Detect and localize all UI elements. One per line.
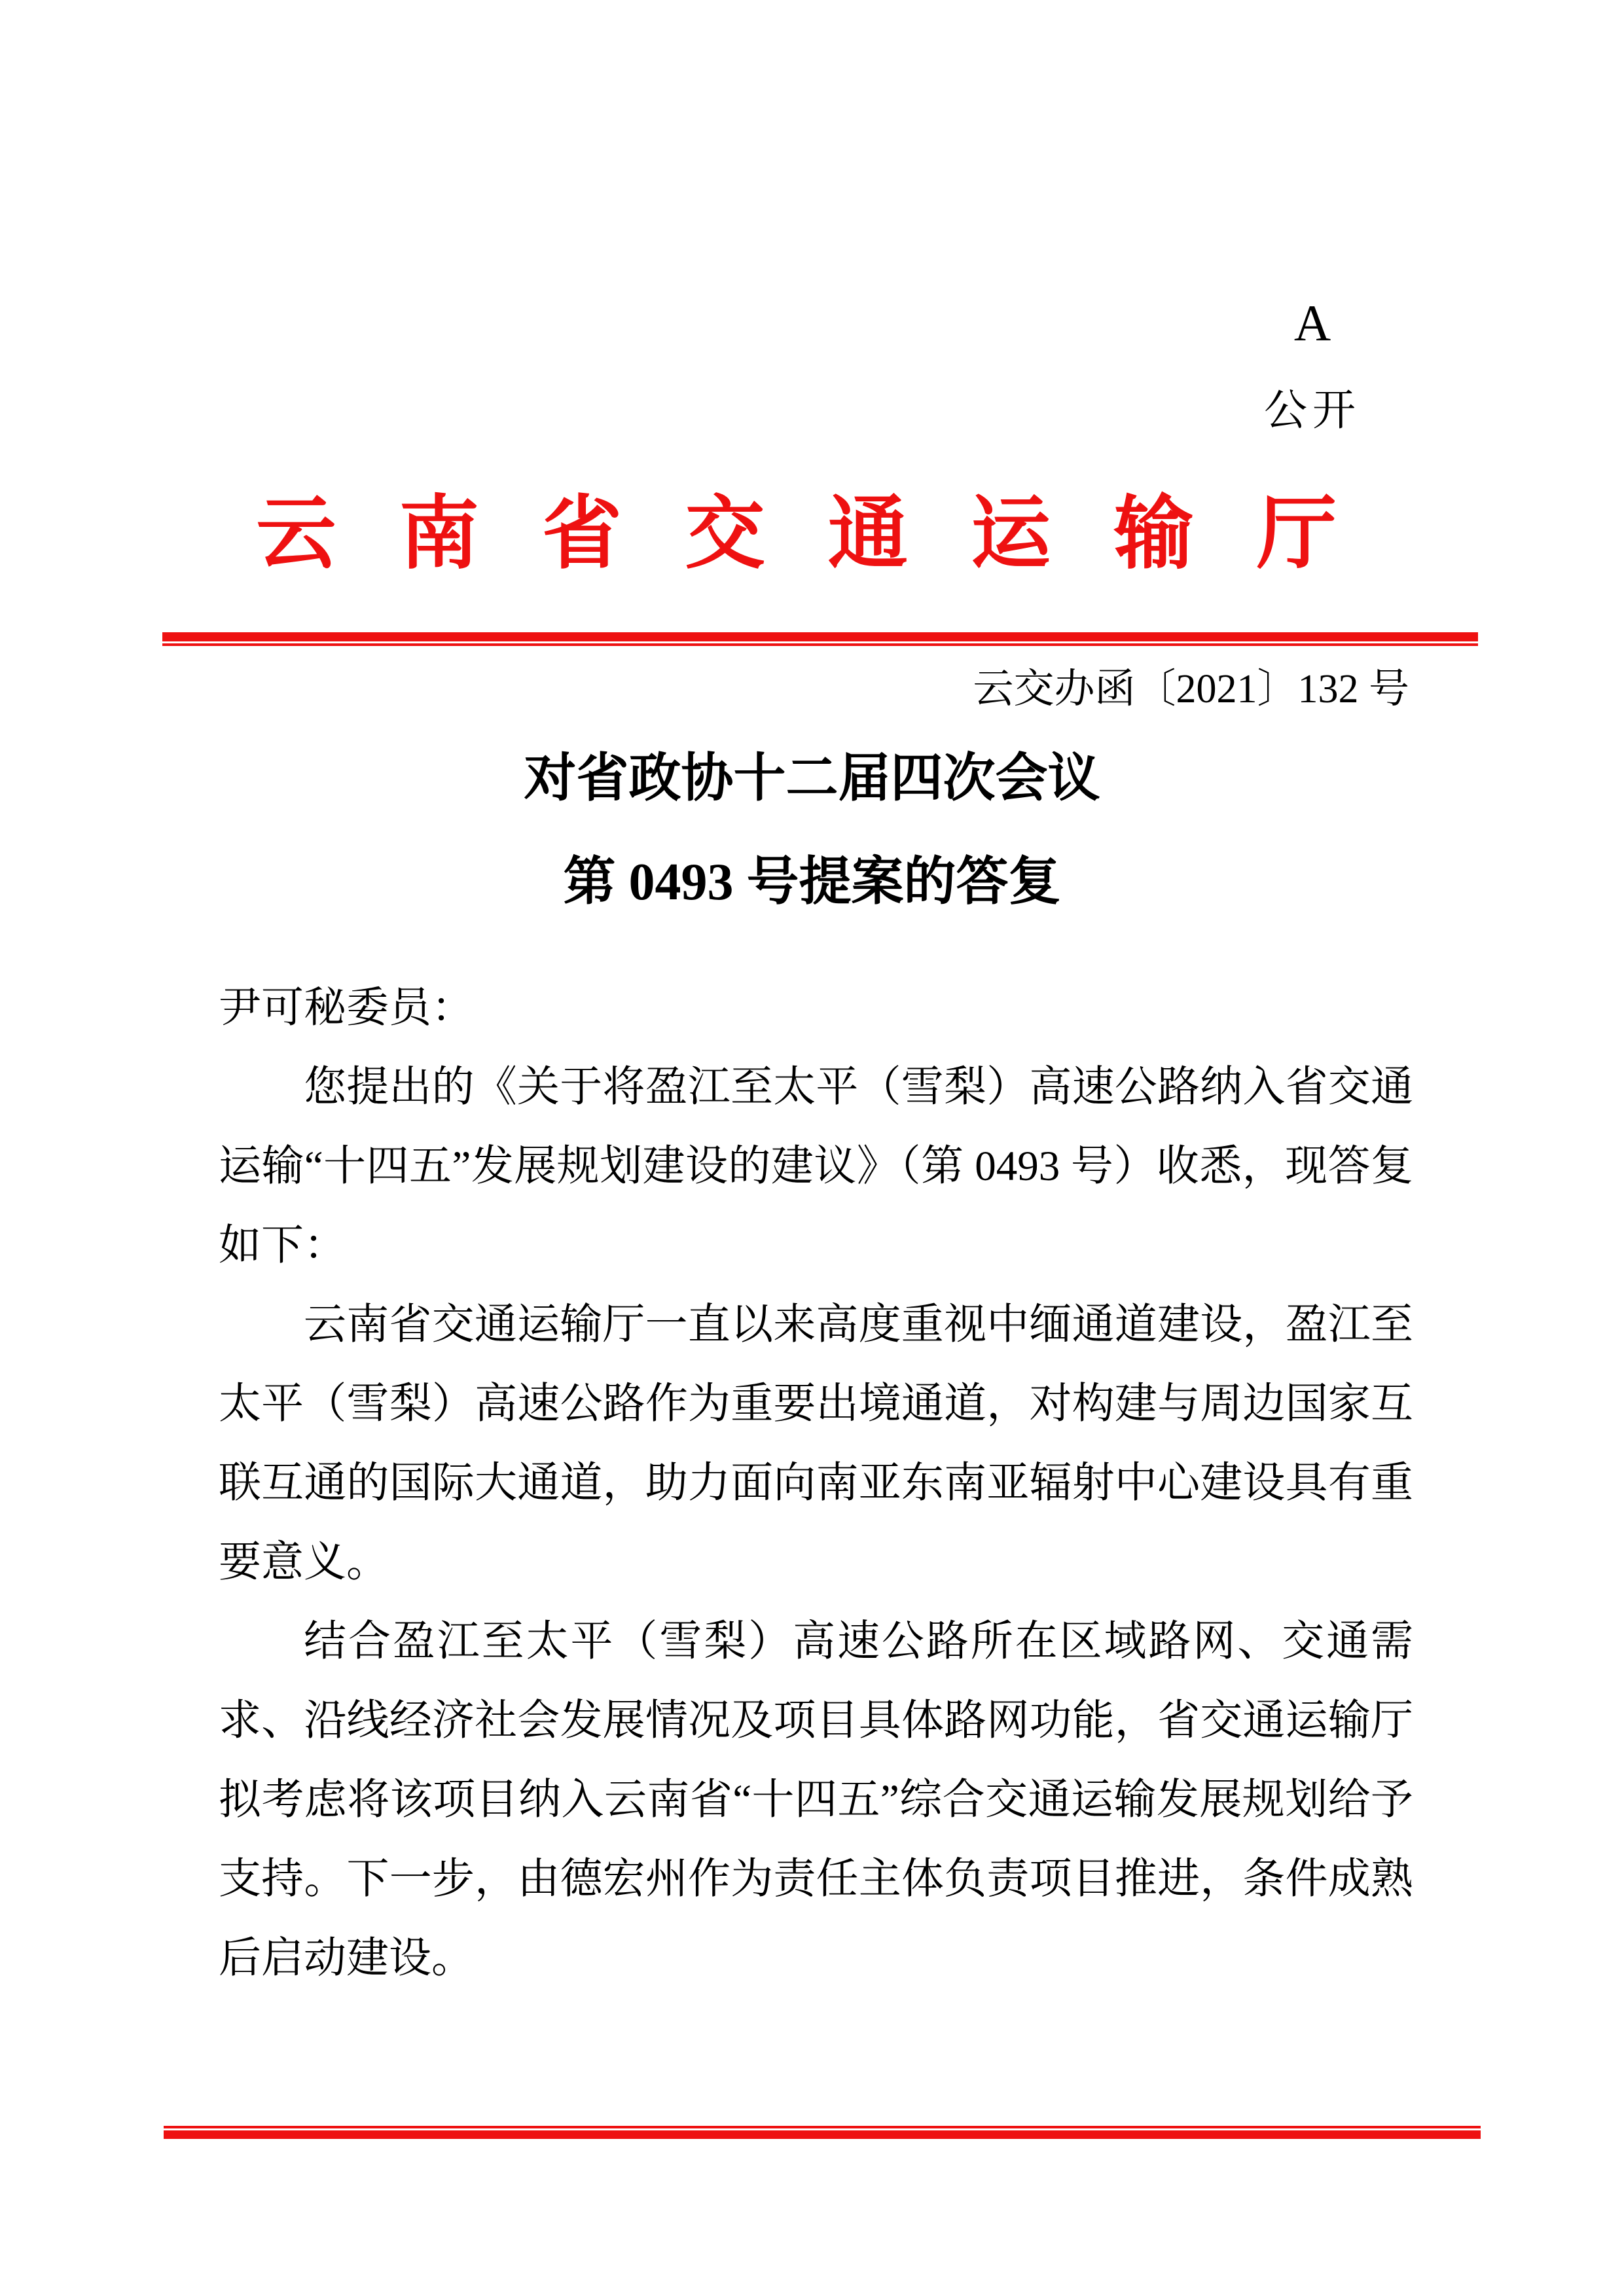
document-title-line-1: 对省政协十二届四次会议 (524, 750, 1100, 808)
classification-block (1247, 295, 1378, 435)
classification-level: 公开 (1264, 387, 1361, 435)
body-paragraph-3: 结合盈江至太平（雪梨）高速公路所在区域路网、交通需求、沿线经济社会发展情况及项目具体路网功能，省交通运输厅拟考虑将该项目纳入云南省“十四五”综合交通运输发展规划给予支持。下一步，由德宏州作为责任主体负责项目推进，条件成熟后启动建设。 (219, 1618, 1413, 1982)
header-rule-thin (162, 643, 1478, 646)
salutation: 尹可秘委员： (219, 984, 475, 1031)
footer-rule-thin (164, 2126, 1481, 2128)
classification-grade: A (1293, 295, 1331, 351)
document-body (219, 969, 1413, 1998)
header-double-rule (162, 632, 1478, 646)
agency-masthead: 云南省交通运输厅 (256, 490, 1400, 579)
footer-double-rule (164, 2126, 1481, 2139)
document-title-line-2: 第 0493 号提案的答复 (563, 853, 1061, 911)
document-title (0, 727, 1624, 934)
document-number: 云交办函〔2021〕132 号 (973, 667, 1409, 711)
header-rule-thick (162, 632, 1478, 641)
footer-rule-thick (164, 2130, 1481, 2139)
body-paragraph-2: 云南省交通运输厅一直以来高度重视中缅通道建设，盈江至太平（雪梨）高速公路作为重要出境通道，对构建与周边国家互联互通的国际大通道，助力面向南亚东南亚辐射中心建设具有重要意义。 (219, 1301, 1413, 1586)
body-paragraph-1: 您提出的《关于将盈江至太平（雪梨）高速公路纳入省交通运输“十四五”发展规划建设的建议》（第 0493 号）收悉，现答复如下： (219, 1064, 1413, 1269)
